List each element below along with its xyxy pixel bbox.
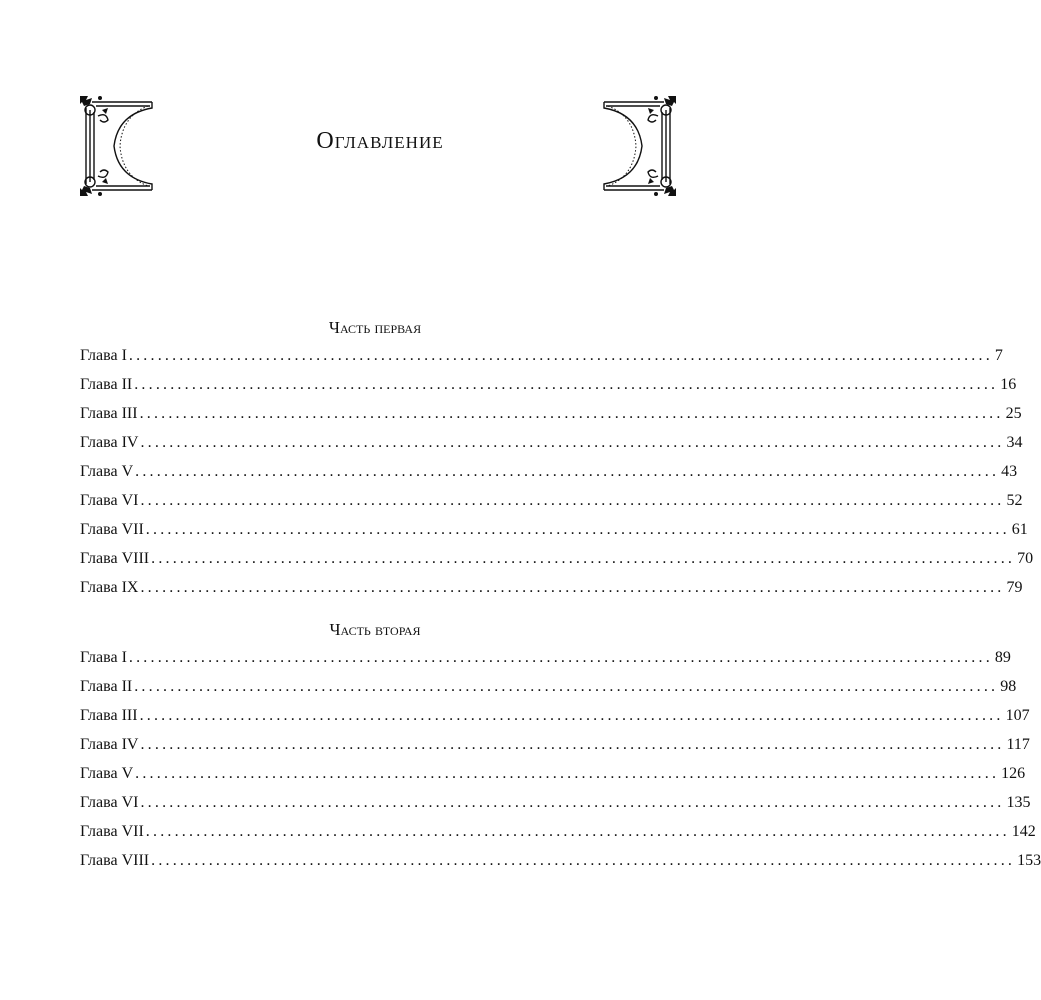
toc-entry-page-number: 98 <box>1000 678 1017 695</box>
toc-entry[interactable] <box>80 846 1041 875</box>
toc-entry-label: Глава IV <box>80 434 139 451</box>
part-title: Часть первая <box>328 318 422 337</box>
toc-entry[interactable] <box>80 399 1022 428</box>
toc-entry-label: Глава I <box>80 347 127 364</box>
toc-entry[interactable] <box>80 643 1011 672</box>
toc-entry-page-number: 153 <box>1017 852 1041 869</box>
toc-entry[interactable] <box>80 788 1031 817</box>
toc-entry-page-number: 34 <box>1006 434 1023 451</box>
toc-entry-label: Глава II <box>80 376 133 393</box>
dot-leader: ........................................................................................................................ <box>135 463 1000 480</box>
toc-entry[interactable] <box>80 672 1017 701</box>
dot-leader: ........................................................................................................................ <box>140 736 1005 753</box>
dot-leader: ........................................................................................................................ <box>151 550 1016 567</box>
toc-entry-label: Глава V <box>80 463 134 480</box>
toc-entry-label: Глава V <box>80 765 134 782</box>
toc-part-1 <box>80 315 1034 602</box>
dot-leader: ........................................................................................................................ <box>128 649 993 666</box>
dot-leader: ........................................................................................................................ <box>140 579 1005 596</box>
toc-entry[interactable] <box>80 573 1023 602</box>
toc-entry-page-number: 142 <box>1011 823 1036 840</box>
dot-leader: ........................................................................................................................ <box>134 376 999 393</box>
toc-entry-label: Глава VIII <box>80 550 150 567</box>
dot-leader: ........................................................................................................................ <box>140 794 1005 811</box>
toc-entry-label: Глава VI <box>80 794 139 811</box>
toc-entry-page-number: 25 <box>1005 405 1022 422</box>
toc-entry-page-number: 7 <box>994 347 1003 364</box>
toc-entry-page-number: 89 <box>994 649 1011 666</box>
toc-entry-label: Глава IV <box>80 736 139 753</box>
toc-entry-label: Глава III <box>80 405 138 422</box>
dot-leader: ........................................................................................................................ <box>140 492 1005 509</box>
page-title: Оглавление <box>316 128 444 154</box>
toc-entry[interactable] <box>80 515 1028 544</box>
toc-entry-page-number: 126 <box>1001 765 1026 782</box>
toc-entry-page-number: 70 <box>1017 550 1034 567</box>
dot-leader: ........................................................................................................................ <box>140 434 1005 451</box>
toc-entry-label: Глава IX <box>80 579 139 596</box>
dot-leader: ........................................................................................................................ <box>139 405 1004 422</box>
dot-leader: ........................................................................................................................ <box>145 521 1010 538</box>
toc-entry-label: Глава VII <box>80 521 144 538</box>
toc-entry-page-number: 135 <box>1006 794 1031 811</box>
part-title: Часть вторая <box>329 620 421 639</box>
toc-entry[interactable] <box>80 370 1017 399</box>
toc-entry-page-number: 52 <box>1006 492 1023 509</box>
toc-entry[interactable] <box>80 817 1036 846</box>
toc-entry[interactable] <box>80 544 1034 573</box>
toc-entry-page-number: 107 <box>1005 707 1030 724</box>
toc-entry-page-number: 16 <box>1000 376 1017 393</box>
toc-entry-label: Глава VI <box>80 492 139 509</box>
toc-entry[interactable] <box>80 730 1030 759</box>
dot-leader: ........................................................................................................................ <box>135 765 1000 782</box>
toc-entry-page-number: 61 <box>1011 521 1028 538</box>
dot-leader: ........................................................................................................................ <box>151 852 1016 869</box>
toc-entry-label: Глава III <box>80 707 138 724</box>
toc-entry[interactable] <box>80 428 1023 457</box>
toc-entry-label: Глава II <box>80 678 133 695</box>
toc-entry-label: Глава I <box>80 649 127 666</box>
toc-entry-page-number: 79 <box>1006 579 1023 596</box>
toc-entry-page-number: 117 <box>1006 736 1030 753</box>
toc-entry[interactable] <box>80 341 1003 370</box>
dot-leader: ........................................................................................................................ <box>145 823 1010 840</box>
toc-list <box>80 341 1034 602</box>
toc-entry[interactable] <box>80 701 1030 730</box>
dot-leader: ........................................................................................................................ <box>128 347 993 364</box>
toc-entry[interactable] <box>80 486 1023 515</box>
dot-leader: ........................................................................................................................ <box>134 678 999 695</box>
toc-part-2 <box>80 617 1041 875</box>
dot-leader: ........................................................................................................................ <box>139 707 1004 724</box>
toc-entry[interactable] <box>80 457 1018 486</box>
toc-entry-label: Глава VIII <box>80 852 150 869</box>
toc-entry-label: Глава VII <box>80 823 144 840</box>
toc-entry-page-number: 43 <box>1001 463 1018 480</box>
toc-entry[interactable] <box>80 759 1026 788</box>
toc-list <box>80 643 1041 875</box>
